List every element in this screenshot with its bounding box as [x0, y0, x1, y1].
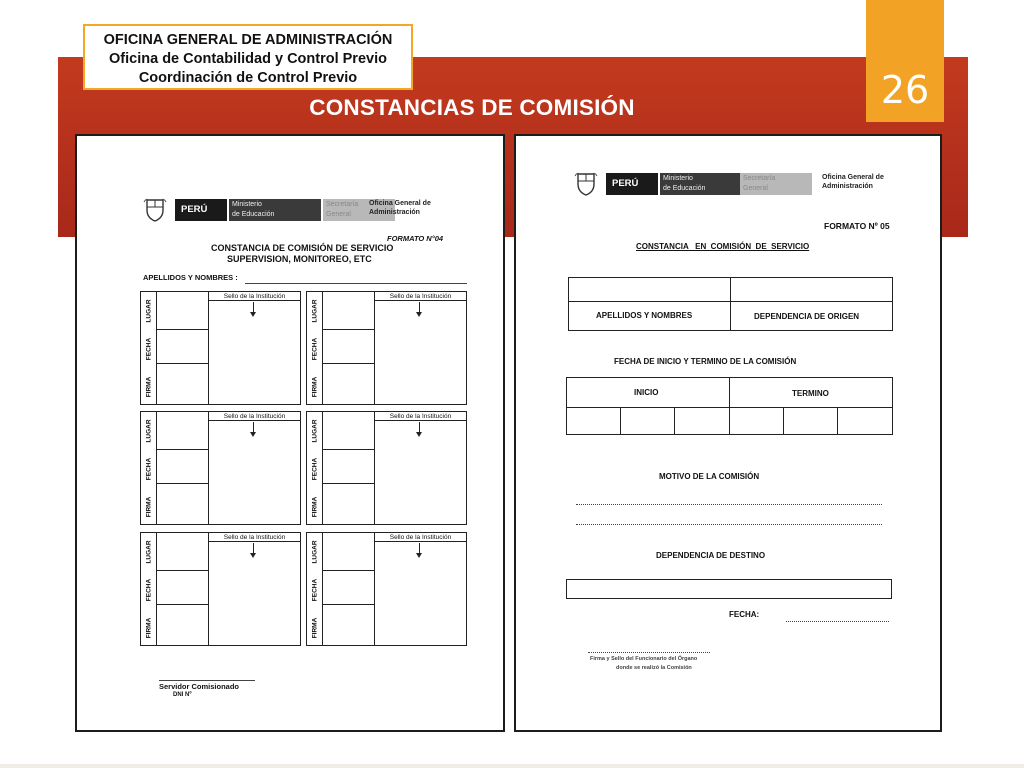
secretaria-line-2: General: [743, 185, 768, 192]
motivo-line-1: [576, 504, 882, 505]
sello-label: Sello de la Institución: [209, 533, 300, 542]
lugar-cell: [307, 533, 322, 571]
entry-cells: [157, 532, 209, 646]
formato-04-document: [75, 134, 505, 732]
fecha-entry: [323, 571, 374, 605]
fecha-entry: [323, 450, 374, 484]
arrow-down-icon: [419, 302, 420, 314]
motivo-line-2: [576, 524, 882, 525]
formato-label: FORMATO Nº 05: [824, 221, 890, 231]
row-labels: [140, 291, 157, 405]
seal-area: [375, 532, 467, 646]
oficina-line-2: Administración: [369, 209, 420, 216]
fecha-line: [786, 621, 889, 622]
table-cell: [568, 277, 731, 302]
firma-label: FIRMA: [145, 617, 152, 639]
table-divider: [837, 407, 838, 435]
fecha-cell: [307, 450, 322, 488]
firma-label: FIRMA: [145, 496, 152, 518]
table-divider: [674, 407, 675, 435]
fecha-cell: [141, 450, 156, 488]
firma-cell: [307, 488, 322, 526]
peru-label: PERÚ: [606, 173, 658, 195]
sello-label: Sello de la Institución: [209, 292, 300, 301]
lugar-entry: [323, 412, 374, 450]
coat-of-arms-icon: [574, 170, 598, 196]
row-labels: [306, 532, 323, 646]
dependencia-destino-box: [566, 579, 892, 599]
fecha-cell: [307, 330, 322, 368]
oficina-line-1: Oficina General de: [822, 174, 884, 181]
ministerio-line-2: de Educación: [232, 211, 275, 218]
lugar-entry: [157, 412, 208, 450]
fecha-entry: [157, 571, 208, 605]
page-number: 26: [880, 68, 930, 112]
signature-line: [159, 680, 255, 681]
ministerio-line-1: Ministerio: [663, 175, 693, 182]
motivo-label: MOTIVO DE LA COMISIÓN: [659, 472, 760, 481]
lugar-entry: [323, 292, 374, 330]
dependencia-origen-label: DEPENDENCIA DE ORIGEN: [754, 312, 860, 321]
slide-title: CONSTANCIAS DE COMISIÓN: [309, 95, 635, 120]
oficina-line-2: Administración: [822, 183, 873, 190]
firma-label: FIRMA: [311, 496, 318, 518]
fecha-cell: [141, 330, 156, 368]
ministerio-label: [229, 199, 321, 221]
entry-cells: [157, 291, 209, 405]
letterhead: [143, 196, 503, 224]
arrow-down-icon: [253, 543, 254, 555]
fecha-cell: [141, 571, 156, 609]
fecha-label: FECHA: [311, 457, 318, 481]
secretaria-line-1: Secretaría: [326, 201, 359, 208]
entry-cells: [323, 411, 375, 525]
dni-label: DNI Nº: [173, 692, 192, 698]
fecha-label: FECHA: [311, 337, 318, 361]
apellidos-label: APELLIDOS Y NOMBRES: [596, 311, 693, 320]
fecha-label: FECHA: [311, 578, 318, 602]
formato-label: FORMATO N°04: [387, 234, 444, 243]
fecha-label: FECHA: [145, 457, 152, 481]
sello-label: Sello de la Institución: [209, 412, 300, 421]
ministerio-label: [660, 173, 752, 195]
secretaria-label: [740, 173, 812, 195]
lugar-cell: [307, 292, 322, 330]
fecha-label: FECHA: [145, 578, 152, 602]
fecha-inicio-termino-label: FECHA DE INICIO Y TERMINO DE LA COMISIÓN: [614, 357, 797, 366]
stamp-block: [140, 532, 302, 646]
sello-label: Sello de la Institución: [375, 292, 466, 301]
row-labels: [306, 411, 323, 525]
inicio-label: INICIO: [634, 388, 659, 397]
table-divider: [620, 407, 621, 435]
entry-cells: [157, 411, 209, 525]
firma-cell: [141, 609, 156, 647]
fecha-label: FECHA:: [729, 610, 760, 619]
lugar-cell: [141, 292, 156, 330]
arrow-down-icon: [419, 422, 420, 434]
lugar-label: LUGAR: [311, 419, 318, 443]
firma-label: FIRMA: [311, 617, 318, 639]
oficina-label: [822, 173, 912, 191]
doc-title-line-2: SUPERVISION, MONITOREO, ETC: [227, 254, 372, 264]
seal-area: [209, 411, 301, 525]
stamp-block: [306, 532, 468, 646]
doc-title-line-1: CONSTANCIA DE COMISIÓN DE SERVICIO: [211, 243, 394, 253]
firma-cell: [141, 488, 156, 526]
coat-of-arms-icon: [143, 196, 167, 222]
table-divider: [783, 407, 784, 435]
oficina-label: [369, 199, 459, 217]
row-labels: [140, 532, 157, 646]
firma-label-line-2: donde se realizó la Comisión: [616, 665, 692, 671]
firma-label-line-1: Firma y Sello del Funcionario del Órgano: [590, 656, 698, 662]
fecha-entry: [323, 330, 374, 364]
letterhead: [574, 170, 934, 198]
lugar-entry: [157, 292, 208, 330]
ministerio-line-2: de Educación: [663, 185, 706, 192]
fecha-cell: [307, 571, 322, 609]
sello-label: Sello de la Institución: [375, 412, 466, 421]
apellidos-label: APELLIDOS Y NOMBRES :: [143, 273, 238, 282]
table-divider: [729, 377, 730, 435]
stamp-block: [140, 291, 302, 405]
entry-cells: [323, 291, 375, 405]
sello-label: Sello de la Institución: [375, 533, 466, 542]
formato-05-document: [514, 134, 942, 732]
table-divider: [730, 302, 731, 331]
secretaria-line-1: Secretaría: [743, 175, 776, 182]
bottom-rule: [0, 764, 1024, 768]
arrow-down-icon: [419, 543, 420, 555]
firma-label: FIRMA: [311, 376, 318, 398]
termino-label: TERMINO: [792, 389, 829, 398]
seal-area: [375, 411, 467, 525]
firma-line: [588, 652, 710, 653]
seal-area: [375, 291, 467, 405]
servidor-label: Servidor Comisionado: [159, 682, 240, 691]
lugar-label: LUGAR: [311, 540, 318, 564]
arrow-down-icon: [253, 302, 254, 314]
header-line-2: Oficina de Contabilidad y Control Previo: [109, 51, 387, 67]
apellidos-line: [245, 283, 467, 284]
lugar-cell: [307, 412, 322, 450]
header-box: [83, 24, 413, 90]
ministerio-line-1: Ministerio: [232, 201, 262, 208]
firma-cell: [307, 368, 322, 406]
lugar-label: LUGAR: [145, 299, 152, 323]
stamp-block: [140, 411, 302, 525]
doc-title: CONSTANCIA EN COMISIÓN DE SERVICIO: [636, 242, 810, 251]
header-line-1: OFICINA GENERAL DE ADMINISTRACIÓN: [103, 32, 393, 48]
dependencia-destino-label: DEPENDENCIA DE DESTINO: [656, 551, 766, 560]
firma-cell: [307, 609, 322, 647]
row-labels: [306, 291, 323, 405]
lugar-entry: [157, 533, 208, 571]
arrow-down-icon: [253, 422, 254, 434]
lugar-label: LUGAR: [145, 540, 152, 564]
secretaria-line-2: General: [326, 211, 351, 218]
fecha-entry: [157, 330, 208, 364]
peru-label: PERÚ: [175, 199, 227, 221]
lugar-label: LUGAR: [145, 419, 152, 443]
stamp-block: [306, 411, 468, 525]
firma-label: FIRMA: [145, 376, 152, 398]
stamp-block: [306, 291, 468, 405]
seal-area: [209, 532, 301, 646]
seal-area: [209, 291, 301, 405]
table-cell: [730, 277, 893, 302]
lugar-cell: [141, 412, 156, 450]
row-labels: [140, 411, 157, 525]
fecha-entry: [157, 450, 208, 484]
lugar-entry: [323, 533, 374, 571]
lugar-label: LUGAR: [311, 299, 318, 323]
fecha-label: FECHA: [145, 337, 152, 361]
lugar-cell: [141, 533, 156, 571]
firma-cell: [141, 368, 156, 406]
oficina-line-1: Oficina General de: [369, 200, 431, 207]
entry-cells: [323, 532, 375, 646]
header-line-3: Coordinación de Control Previo: [138, 70, 358, 86]
